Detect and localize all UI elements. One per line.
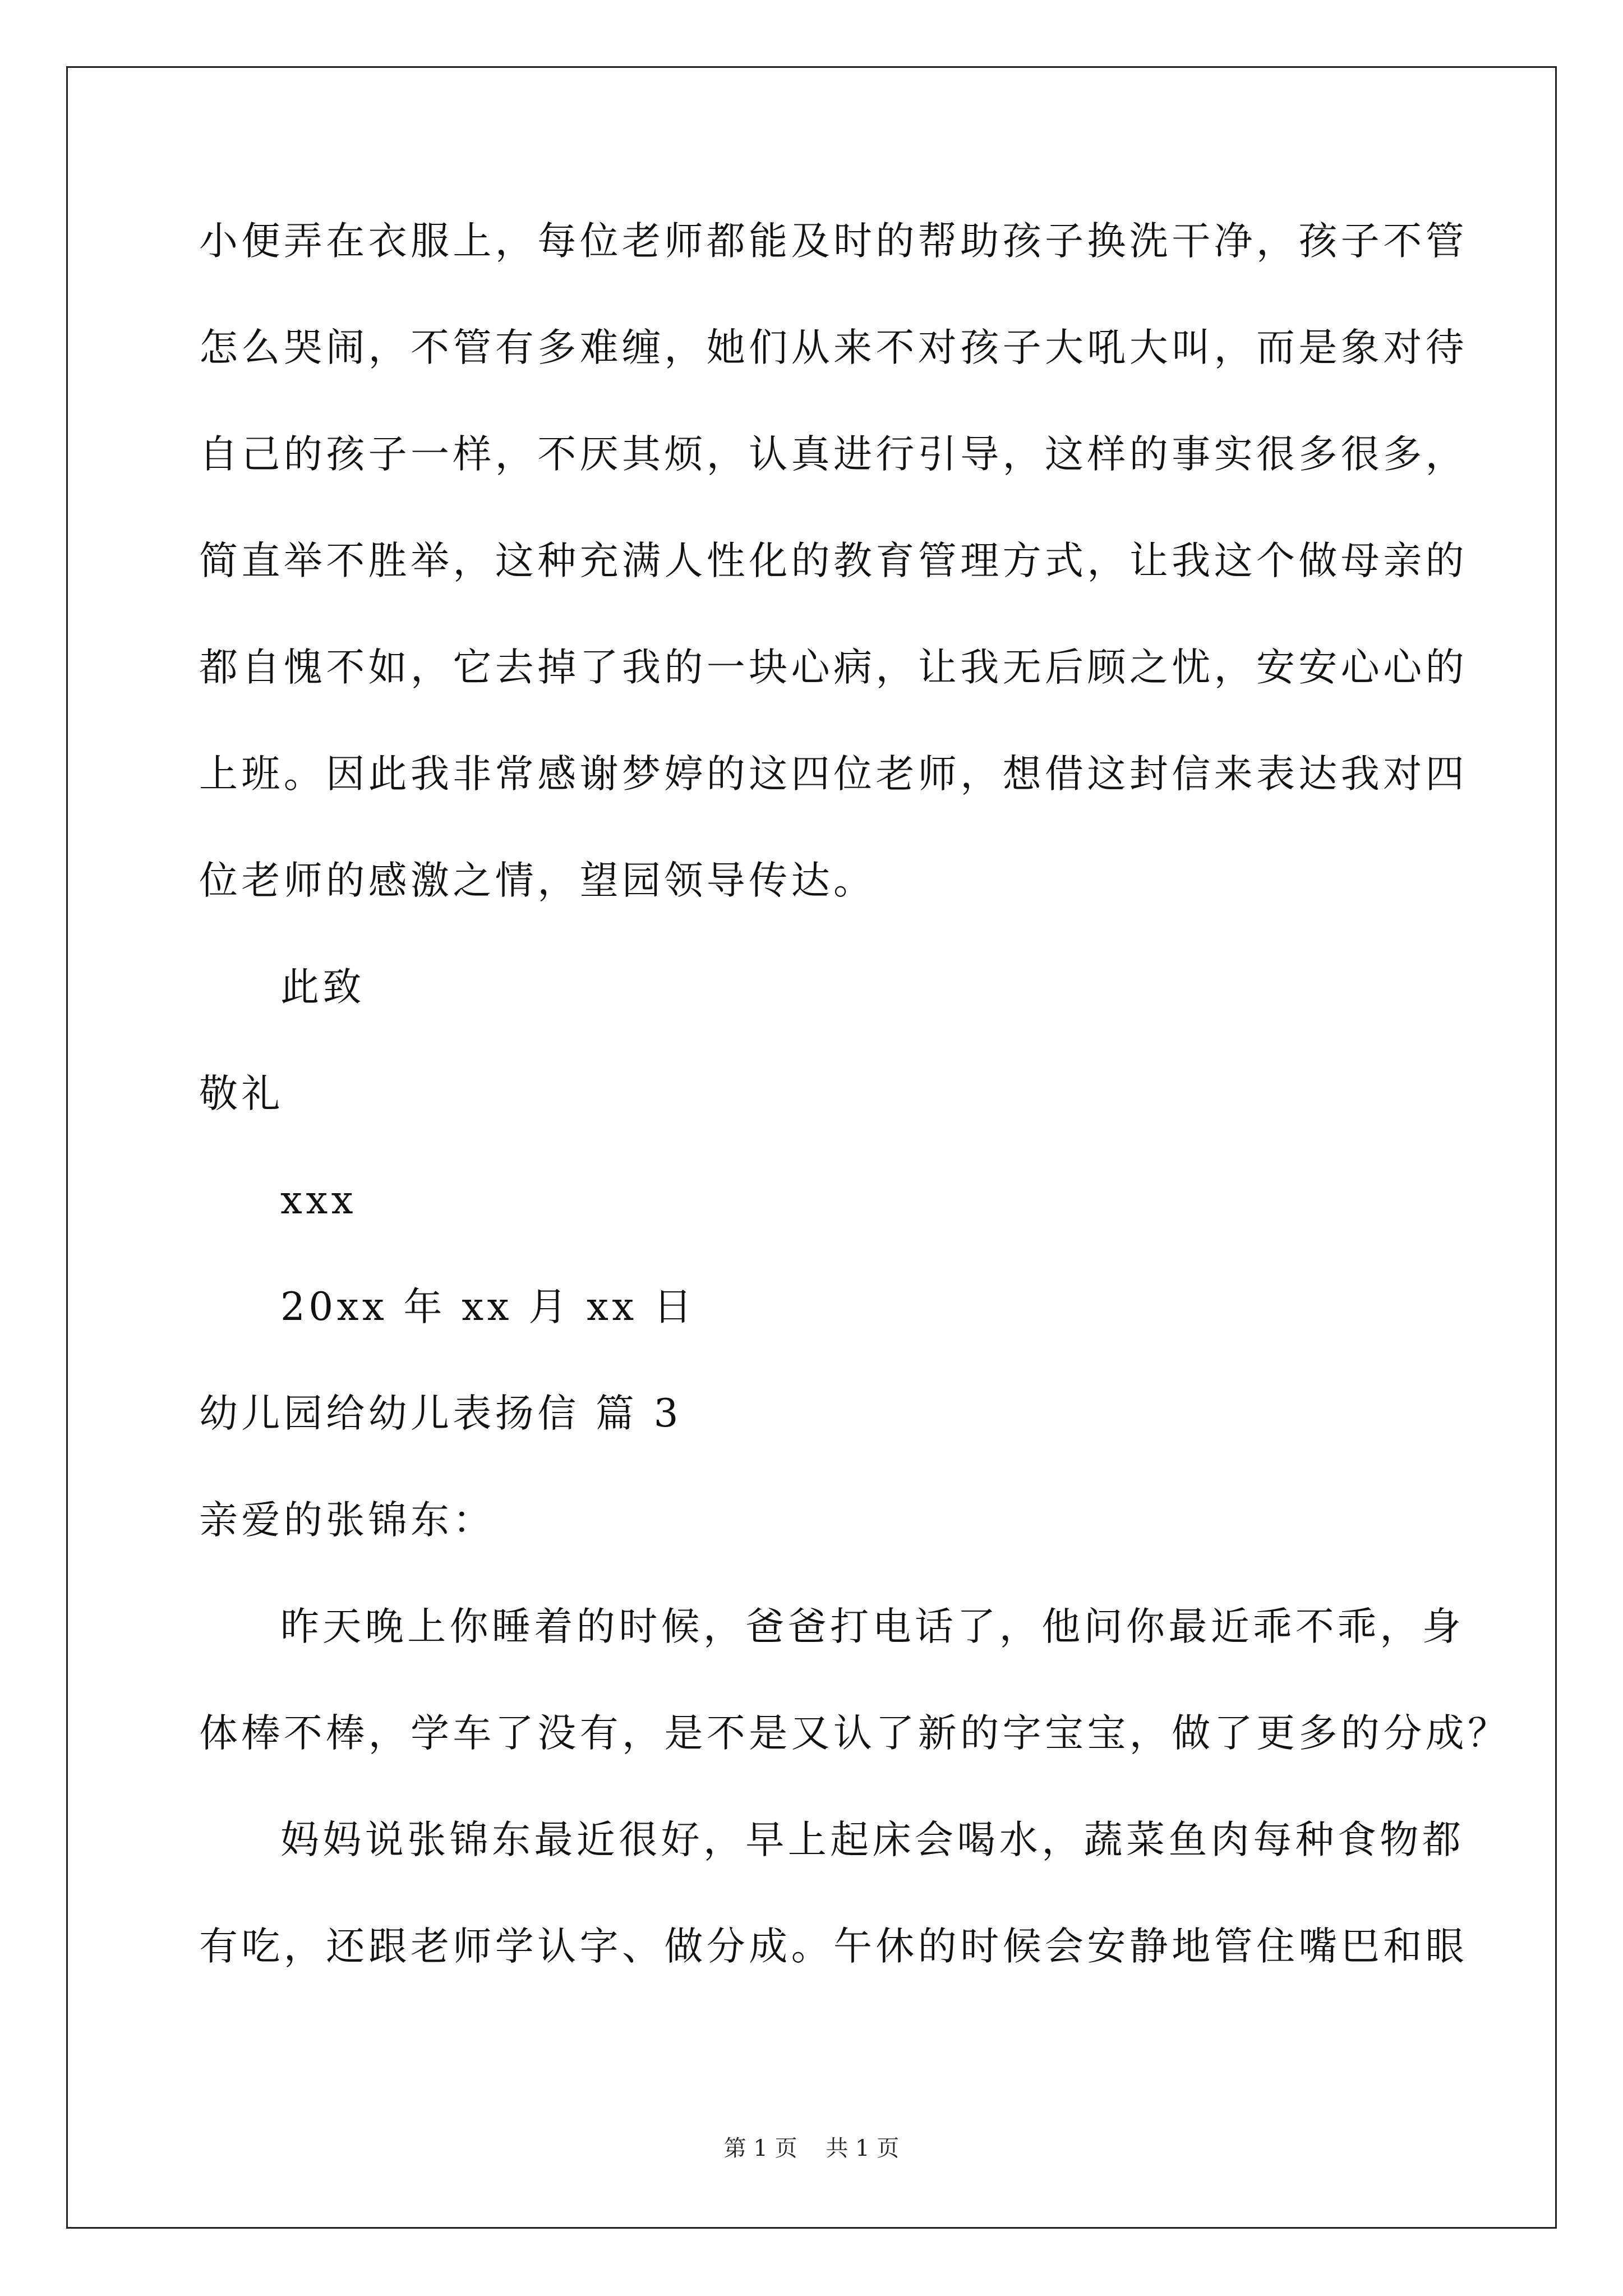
closing-salutation: 此致: [280, 965, 365, 1010]
paragraph-line: 简直举不胜举，这种充满人性化的教育管理方式，让我这个做母亲的: [199, 539, 1468, 583]
paragraph-line: 自己的孩子一样，不厌其烦，认真进行引导，这样的事实很多很多，: [199, 432, 1468, 477]
paragraph-line: 位老师的感激之情，望园领导传达。: [199, 858, 876, 903]
letter-greeting: 亲爱的张锦东：: [199, 1498, 495, 1543]
letter-date: 20xx 年 xx 月 xx 日: [280, 1285, 696, 1329]
paragraph-line: 体棒不棒，学车了没有，是不是又认了新的字宝宝，做了更多的分成？: [199, 1711, 1510, 1756]
signature: xxx: [280, 1178, 357, 1223]
paragraph-line: 小便弄在衣服上，每位老师都能及时的帮助孩子换洗干净，孩子不管: [199, 219, 1468, 264]
paragraph-line: 昨天晚上你睡着的时候，爸爸打电话了，他问你最近乖不乖，身: [280, 1604, 1465, 1649]
section-title: 幼儿园给幼儿表扬信 篇 3: [199, 1391, 682, 1436]
paragraph-line: 怎么哭闹，不管有多难缠，她们从来不对孩子大吼大叫，而是象对待: [199, 325, 1468, 370]
paragraph-line: 都自愧不如，它去掉了我的一块心病，让我无后顾之忧，安安心心的: [199, 645, 1468, 690]
paragraph-line: 妈妈说张锦东最近很好，早上起床会喝水，蔬菜鱼肉每种食物都: [280, 1818, 1465, 1862]
paragraph-line: 有吃，还跟老师学认字、做分成。午休的时候会安静地管住嘴巴和眼: [199, 1924, 1468, 1969]
page-border: [66, 66, 1557, 2229]
page-footer: 第 1 页 共 1 页: [723, 2136, 900, 2161]
closing-regards: 敬礼: [199, 1071, 284, 1116]
paragraph-line: 上班。因此我非常感谢梦婷的这四位老师，想借这封信来表达我对四: [199, 752, 1468, 797]
